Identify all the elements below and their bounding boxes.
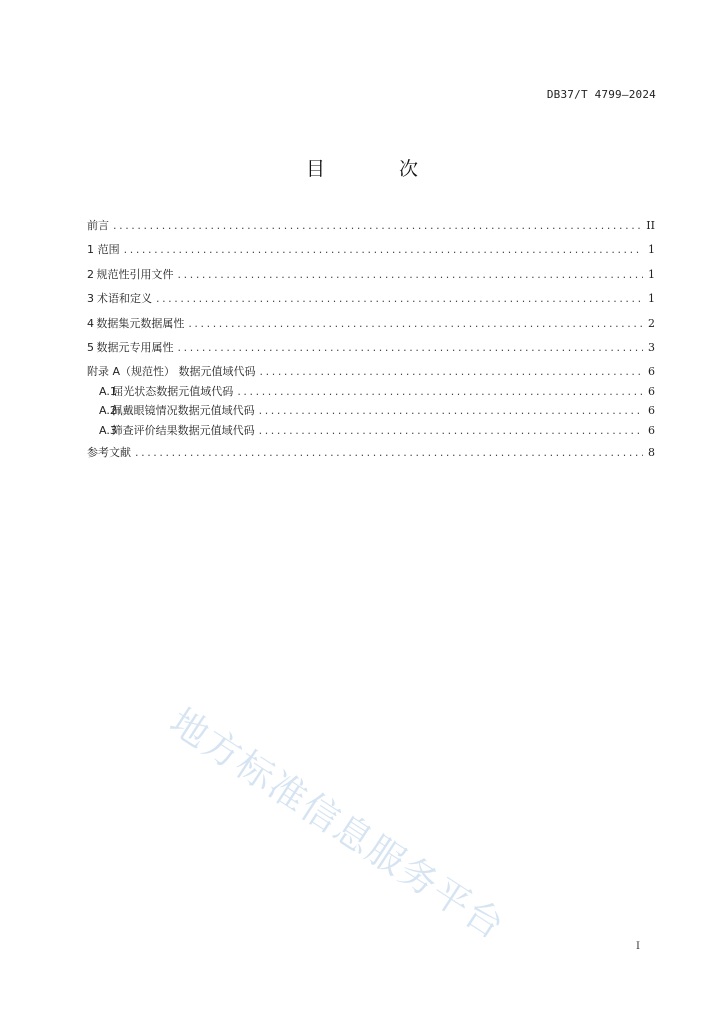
toc-page-number: 6 (648, 404, 655, 418)
toc-entry-section-5[interactable] (87, 340, 655, 356)
toc-entry-a3[interactable] (87, 423, 655, 439)
toc-page-number: 6 (648, 365, 655, 379)
toc-label: 筛查评价结果数据元值域代码 (111, 423, 255, 437)
toc-leader-dots (178, 340, 643, 356)
toc-label: 数据集元数据属性 (96, 316, 185, 330)
toc-leader-dots (178, 267, 643, 283)
toc-label: 附录 A（规范性） 数据元值域代码 (87, 365, 256, 379)
toc-page-number: 1 (648, 267, 655, 281)
page-number: I (636, 941, 640, 952)
toc-label: 范围 (97, 243, 120, 257)
toc-page-number: 1 (647, 243, 655, 257)
toc-label: 参考文献 (87, 445, 131, 459)
toc-section-number: A.2 (99, 404, 117, 418)
toc-section-number: A.1 (99, 384, 117, 398)
toc-page-number: 6 (648, 384, 655, 398)
toc-leader-dots (237, 384, 643, 400)
toc-section-number: 1 (87, 243, 94, 257)
toc-entry-appendix-a[interactable] (87, 364, 655, 380)
toc-page-number: 2 (648, 316, 655, 330)
toc-page-number: 3 (648, 340, 655, 354)
watermark: 地方标准信息服务平台 (162, 699, 513, 949)
toc-entry-references[interactable] (87, 445, 655, 461)
toc-label: 前言 (87, 219, 109, 232)
toc-entry-section-1[interactable] (87, 242, 655, 258)
toc-label: 数据元专用属性 (96, 340, 174, 354)
page-title: 目 次 (305, 158, 453, 180)
toc-label: 规范性引用文件 (96, 267, 174, 281)
toc-entry-section-2[interactable] (87, 267, 655, 283)
toc-label: 屈光状态数据元值域代码 (112, 384, 234, 398)
table-of-contents (87, 218, 655, 469)
toc-leader-dots (259, 423, 643, 439)
toc-page-number: 6 (648, 423, 655, 437)
toc-entry-a2[interactable] (87, 403, 655, 419)
toc-entry-section-3[interactable] (87, 291, 655, 307)
toc-leader-dots (259, 403, 643, 419)
toc-section-number: 3 (87, 292, 94, 306)
toc-section-number: 4 (87, 316, 94, 330)
toc-leader-dots (135, 445, 643, 461)
toc-section-number: 5 (87, 340, 94, 354)
toc-entry-preface[interactable] (87, 218, 655, 234)
toc-leader-dots (124, 242, 643, 258)
toc-leader-dots (188, 316, 643, 332)
toc-page-number: 8 (648, 445, 655, 459)
toc-leader-dots (260, 364, 643, 380)
toc-section-number: A.3 (99, 423, 117, 437)
toc-section-number: 2 (87, 267, 94, 281)
toc-leader-dots (113, 218, 642, 234)
toc-label: 佩戴眼镜情况数据元值域代码 (111, 404, 255, 418)
toc-entry-section-4[interactable] (87, 316, 655, 332)
toc-leader-dots (156, 291, 643, 307)
standard-code: DB37/T 4799—2024 (546, 88, 656, 101)
toc-page-number: II (646, 219, 655, 232)
toc-label: 术语和定义 (96, 292, 152, 306)
toc-page-number: 1 (648, 292, 655, 306)
toc-entry-a1[interactable] (87, 384, 655, 400)
